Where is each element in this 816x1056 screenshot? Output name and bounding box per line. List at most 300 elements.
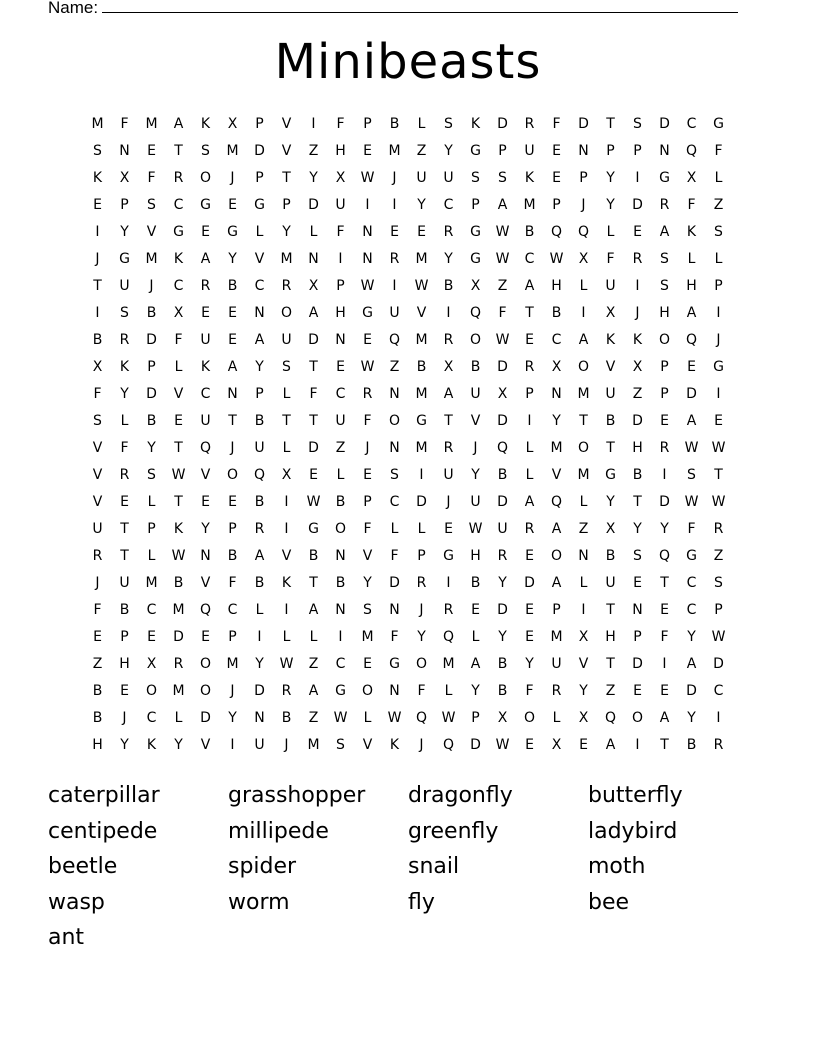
grid-cell: H — [605, 629, 616, 645]
grid-cell: G — [470, 143, 481, 159]
word-list-item: ladybird — [588, 818, 678, 844]
grid-cell: E — [147, 629, 156, 645]
grid-cell: S — [363, 602, 372, 618]
grid-cell: U — [281, 332, 292, 348]
grid-cell: F — [525, 683, 534, 699]
grid-cell: V — [416, 305, 427, 321]
grid-cell: W — [684, 440, 699, 456]
grid-cell: E — [552, 143, 561, 159]
grid-cell: L — [525, 440, 534, 456]
grid-cell: R — [362, 386, 373, 402]
grid-cell: G — [200, 197, 211, 213]
grid-cell: S — [660, 251, 669, 267]
grid-cell: O — [577, 440, 590, 456]
grid-cell: S — [660, 278, 669, 294]
grid-cell: E — [525, 629, 534, 645]
grid-cell: R — [254, 521, 265, 537]
grid-cell: I — [662, 656, 667, 672]
grid-cell: C — [335, 656, 346, 672]
grid-cell: X — [173, 305, 184, 321]
grid-cell: N — [389, 386, 400, 402]
grid-cell: J — [581, 197, 586, 213]
grid-cell: G — [389, 656, 400, 672]
grid-cell: P — [147, 359, 156, 375]
grid-cell: B — [524, 224, 535, 240]
grid-cell: M — [91, 116, 104, 132]
grid-cell: F — [93, 602, 102, 618]
grid-cell: P — [147, 521, 156, 537]
grid-cell: J — [230, 683, 235, 699]
grid-cell: N — [335, 548, 346, 564]
grid-cell: T — [120, 548, 129, 564]
grid-cell: F — [687, 521, 696, 537]
grid-cell: J — [284, 737, 289, 753]
grid-cell: L — [282, 440, 291, 456]
grid-cell: S — [282, 359, 291, 375]
grid-cell: B — [146, 413, 157, 429]
grid-cell: O — [388, 413, 401, 429]
grid-cell: I — [338, 629, 343, 645]
grid-cell: O — [469, 332, 482, 348]
grid-cell: E — [309, 467, 318, 483]
grid-cell: V — [551, 467, 562, 483]
grid-cell: M — [550, 440, 563, 456]
word-list-item: wasp — [48, 889, 105, 915]
grid-cell: Q — [496, 440, 509, 456]
grid-cell: I — [716, 386, 721, 402]
grid-cell: S — [633, 116, 642, 132]
grid-cell: E — [714, 413, 723, 429]
grid-cell: L — [714, 251, 723, 267]
grid-cell: P — [606, 143, 615, 159]
grid-cell: I — [662, 467, 667, 483]
grid-cell: K — [470, 116, 481, 132]
grid-cell: F — [606, 251, 615, 267]
grid-cell: H — [92, 737, 103, 753]
grid-cell: L — [471, 629, 480, 645]
grid-cell: D — [416, 494, 427, 510]
grid-cell: X — [605, 305, 616, 321]
name-blank-line — [102, 0, 738, 13]
grid-cell: E — [417, 224, 426, 240]
grid-cell: V — [92, 467, 103, 483]
grid-cell: R — [524, 116, 535, 132]
grid-cell: N — [200, 548, 211, 564]
grid-cell: Y — [282, 224, 291, 240]
grid-cell: G — [443, 548, 454, 564]
grid-cell: G — [308, 521, 319, 537]
grid-cell: I — [230, 737, 235, 753]
grid-cell: Q — [685, 332, 698, 348]
grid-cell: N — [335, 332, 346, 348]
grid-cell: P — [120, 629, 129, 645]
grid-cell: X — [146, 656, 157, 672]
grid-cell: X — [578, 251, 589, 267]
grid-cell: U — [497, 521, 508, 537]
grid-cell: Y — [498, 575, 507, 591]
grid-cell: A — [254, 332, 265, 348]
grid-cell: T — [282, 170, 291, 186]
grid-cell: U — [200, 413, 211, 429]
grid-cell: Y — [660, 521, 669, 537]
grid-cell: P — [417, 548, 426, 564]
grid-cell: R — [281, 683, 292, 699]
grid-cell: Q — [685, 143, 698, 159]
grid-cell: W — [711, 629, 726, 645]
grid-cell: E — [228, 494, 237, 510]
grid-cell: L — [444, 683, 453, 699]
grid-cell: B — [92, 332, 103, 348]
grid-cell: A — [173, 116, 184, 132]
grid-cell: U — [389, 305, 400, 321]
grid-cell: P — [471, 197, 480, 213]
grid-cell: W — [360, 170, 375, 186]
grid-cell: R — [173, 656, 184, 672]
grid-cell: L — [255, 224, 264, 240]
grid-cell: R — [632, 251, 643, 267]
grid-cell: F — [309, 386, 318, 402]
grid-cell: P — [255, 170, 264, 186]
grid-cell: Z — [335, 440, 346, 456]
grid-cell: R — [173, 170, 184, 186]
grid-cell: H — [119, 656, 130, 672]
grid-cell: U — [254, 737, 265, 753]
grid-cell: L — [147, 494, 156, 510]
grid-cell: C — [173, 197, 184, 213]
grid-cell: D — [659, 494, 670, 510]
grid-cell: L — [714, 170, 723, 186]
grid-cell: Y — [120, 224, 129, 240]
grid-cell: K — [200, 116, 211, 132]
grid-cell: Y — [444, 143, 453, 159]
grid-cell: W — [306, 494, 321, 510]
grid-cell: R — [659, 440, 670, 456]
grid-cell: N — [389, 602, 400, 618]
grid-cell: I — [581, 305, 586, 321]
grid-cell: F — [93, 386, 102, 402]
grid-cell: W — [171, 548, 186, 564]
grid-cell: Q — [577, 224, 590, 240]
grid-cell: X — [335, 170, 346, 186]
grid-cell: F — [660, 629, 669, 645]
grid-cell: B — [497, 656, 508, 672]
grid-cell: K — [146, 737, 157, 753]
grid-cell: F — [498, 305, 507, 321]
grid-cell: G — [605, 467, 616, 483]
grid-cell: P — [714, 278, 723, 294]
grid-cell: X — [92, 359, 103, 375]
grid-cell: T — [633, 494, 642, 510]
grid-cell: M — [577, 386, 590, 402]
grid-cell: Y — [417, 629, 426, 645]
grid-cell: A — [308, 602, 319, 618]
grid-cell: V — [173, 386, 184, 402]
grid-cell: P — [633, 143, 642, 159]
grid-cell: S — [390, 467, 399, 483]
grid-cell: E — [363, 143, 372, 159]
grid-cell: U — [119, 278, 130, 294]
grid-cell: L — [255, 602, 264, 618]
grid-cell: L — [309, 224, 318, 240]
grid-cell: L — [687, 251, 696, 267]
grid-cell: A — [308, 305, 319, 321]
grid-cell: A — [551, 575, 562, 591]
grid-cell: A — [578, 332, 589, 348]
grid-cell: L — [417, 116, 426, 132]
grid-cell: F — [228, 575, 237, 591]
grid-cell: U — [605, 575, 616, 591]
grid-cell: W — [495, 737, 510, 753]
grid-cell: Y — [174, 737, 183, 753]
grid-cell: O — [280, 305, 293, 321]
grid-cell: B — [146, 305, 157, 321]
grid-cell: H — [686, 278, 697, 294]
grid-cell: O — [361, 683, 374, 699]
grid-cell: Q — [442, 737, 455, 753]
grid-cell: B — [173, 575, 184, 591]
grid-cell: P — [498, 143, 507, 159]
word-list-item: dragonfly — [408, 783, 513, 808]
grid-cell: A — [686, 305, 697, 321]
word-list-item: grasshopper — [228, 783, 366, 808]
grid-cell: U — [200, 332, 211, 348]
grid-cell: K — [200, 359, 211, 375]
grid-cell: T — [174, 143, 183, 159]
grid-cell: N — [227, 386, 238, 402]
grid-cell: E — [201, 224, 210, 240]
grid-cell: E — [201, 305, 210, 321]
grid-cell: E — [363, 332, 372, 348]
grid-cell: K — [686, 224, 697, 240]
grid-cell: N — [254, 710, 265, 726]
grid-cell: C — [146, 710, 157, 726]
grid-cell: E — [201, 494, 210, 510]
grid-cell: Y — [525, 656, 534, 672]
grid-cell: O — [199, 656, 212, 672]
grid-cell: L — [282, 629, 291, 645]
grid-cell: J — [419, 737, 424, 753]
word-list — [48, 778, 768, 956]
grid-cell: X — [119, 170, 130, 186]
grid-cell: R — [119, 332, 130, 348]
grid-cell: B — [227, 278, 238, 294]
grid-cell: P — [552, 197, 561, 213]
grid-cell: W — [414, 278, 429, 294]
word-list-item: greenfly — [408, 818, 499, 844]
grid-cell: Z — [713, 197, 724, 213]
name-field — [48, 0, 738, 18]
grid-cell: K — [524, 170, 535, 186]
grid-cell: E — [363, 656, 372, 672]
grid-cell: L — [579, 575, 588, 591]
grid-cell: B — [686, 737, 697, 753]
grid-cell: K — [119, 359, 130, 375]
grid-cell: R — [497, 548, 508, 564]
grid-cell: C — [173, 278, 184, 294]
grid-cell: F — [336, 224, 345, 240]
grid-cell: X — [578, 710, 589, 726]
grid-cell: P — [471, 710, 480, 726]
grid-cell: S — [93, 413, 102, 429]
grid-cell: E — [525, 737, 534, 753]
grid-cell: G — [335, 683, 346, 699]
grid-cell: Y — [309, 170, 318, 186]
word-list-item: fly — [408, 889, 435, 915]
grid-cell: E — [552, 170, 561, 186]
grid-cell: D — [308, 440, 319, 456]
grid-cell: F — [120, 116, 129, 132]
grid-cell: J — [149, 278, 154, 294]
grid-cell: C — [389, 494, 400, 510]
grid-cell: T — [525, 305, 534, 321]
grid-cell: S — [714, 224, 723, 240]
grid-cell: L — [552, 710, 561, 726]
grid-cell: U — [470, 494, 481, 510]
grid-cell: N — [335, 602, 346, 618]
letter-grid — [84, 111, 732, 759]
grid-cell: Y — [120, 737, 129, 753]
grid-cell: T — [309, 413, 318, 429]
grid-cell: F — [147, 170, 156, 186]
word-list-item: butterfly — [588, 783, 683, 808]
grid-cell: N — [632, 602, 643, 618]
grid-cell: L — [363, 710, 372, 726]
grid-cell: X — [227, 116, 238, 132]
grid-cell: O — [226, 467, 239, 483]
grid-cell: F — [714, 143, 723, 159]
grid-cell: R — [119, 467, 130, 483]
grid-cell: X — [308, 278, 319, 294]
grid-cell: B — [227, 548, 238, 564]
grid-cell: O — [145, 683, 158, 699]
grid-cell: D — [308, 332, 319, 348]
grid-cell: R — [92, 548, 103, 564]
grid-cell: D — [470, 737, 481, 753]
grid-cell: S — [147, 197, 156, 213]
word-list-item: ant — [48, 925, 85, 951]
grid-cell: D — [146, 332, 157, 348]
grid-cell: A — [497, 197, 508, 213]
word-list-item: caterpillar — [48, 783, 160, 808]
grid-cell: T — [606, 656, 615, 672]
grid-cell: H — [659, 305, 670, 321]
grid-cell: W — [549, 251, 564, 267]
grid-cell: J — [95, 575, 100, 591]
grid-cell: J — [365, 440, 370, 456]
grid-cell: T — [606, 602, 615, 618]
grid-cell: D — [497, 116, 508, 132]
grid-cell: H — [632, 440, 643, 456]
grid-cell: F — [174, 332, 183, 348]
grid-cell: M — [172, 602, 185, 618]
grid-cell: P — [255, 386, 264, 402]
grid-cell: H — [335, 305, 346, 321]
grid-cell: Y — [579, 683, 588, 699]
grid-cell: O — [199, 170, 212, 186]
grid-cell: U — [119, 575, 130, 591]
grid-cell: V — [578, 656, 589, 672]
grid-cell: V — [362, 548, 373, 564]
grid-cell: I — [95, 305, 100, 321]
grid-cell: D — [497, 359, 508, 375]
grid-cell: S — [471, 170, 480, 186]
grid-cell: P — [633, 629, 642, 645]
grid-cell: Y — [687, 710, 696, 726]
grid-cell: Q — [415, 710, 428, 726]
grid-cell: Y — [498, 629, 507, 645]
grid-cell: Q — [442, 629, 455, 645]
grid-cell: Q — [199, 602, 212, 618]
grid-cell: V — [200, 737, 211, 753]
grid-cell: Z — [389, 359, 400, 375]
grid-cell: W — [495, 251, 510, 267]
word-list-item: beetle — [48, 854, 118, 880]
grid-cell: A — [686, 656, 697, 672]
grid-cell: E — [444, 521, 453, 537]
grid-cell: U — [335, 413, 346, 429]
grid-cell: A — [686, 413, 697, 429]
grid-cell: D — [632, 656, 643, 672]
grid-cell: L — [147, 548, 156, 564]
grid-cell: W — [441, 710, 456, 726]
grid-cell: P — [660, 386, 669, 402]
grid-cell: T — [174, 440, 183, 456]
grid-cell: A — [659, 224, 670, 240]
grid-cell: E — [660, 602, 669, 618]
grid-cell: E — [228, 305, 237, 321]
grid-cell: K — [281, 575, 292, 591]
grid-cell: R — [416, 575, 427, 591]
grid-cell: X — [686, 170, 697, 186]
grid-cell: Q — [604, 710, 617, 726]
grid-cell: R — [713, 521, 724, 537]
grid-cell: O — [658, 332, 671, 348]
word-list-item: moth — [588, 854, 646, 880]
grid-cell: J — [419, 602, 424, 618]
grid-cell: S — [201, 143, 210, 159]
grid-cell: P — [525, 386, 534, 402]
grid-cell: W — [468, 521, 483, 537]
grid-cell: Y — [552, 413, 561, 429]
grid-cell: K — [389, 737, 400, 753]
grid-cell: P — [714, 602, 723, 618]
grid-cell: B — [281, 710, 292, 726]
grid-cell: D — [659, 116, 670, 132]
grid-cell: Y — [255, 656, 264, 672]
grid-cell: T — [309, 359, 318, 375]
grid-cell: Q — [253, 467, 266, 483]
grid-cell: M — [307, 737, 320, 753]
grid-cell: D — [497, 602, 508, 618]
word-list-item: centipede — [48, 818, 158, 844]
grid-cell: V — [605, 359, 616, 375]
grid-cell: W — [333, 710, 348, 726]
grid-cell: I — [95, 224, 100, 240]
grid-cell: N — [578, 143, 589, 159]
grid-cell: G — [227, 224, 238, 240]
grid-cell: Q — [469, 305, 482, 321]
grid-cell: V — [200, 575, 211, 591]
grid-cell: J — [95, 251, 100, 267]
grid-cell: I — [392, 197, 397, 213]
grid-cell: T — [660, 575, 669, 591]
grid-cell: M — [226, 143, 239, 159]
grid-cell: M — [550, 629, 563, 645]
grid-cell: R — [551, 683, 562, 699]
grid-cell: I — [446, 305, 451, 321]
grid-cell: T — [174, 494, 183, 510]
grid-cell: F — [552, 116, 561, 132]
